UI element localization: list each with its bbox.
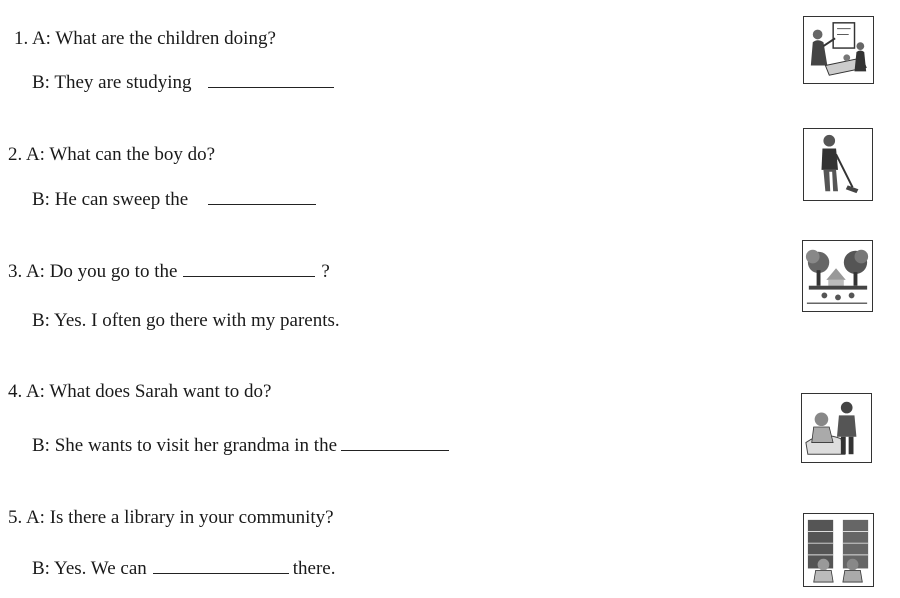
question-5-b-text: B: Yes. We can: [32, 558, 147, 579]
question-5-b: [32, 558, 336, 580]
library-icon: [803, 513, 874, 587]
boy-sweeping-icon: [803, 128, 873, 201]
question-2-b-text: B: He can sweep the: [32, 189, 189, 210]
answer-blank-2[interactable]: [208, 190, 316, 205]
answer-blank-3[interactable]: [183, 262, 315, 277]
question-4-b-text: B: She wants to visit her grandma in the: [32, 435, 338, 456]
question-3-a-text: 3. A: Do you go to the: [8, 261, 178, 282]
answer-blank-4[interactable]: [341, 436, 449, 451]
question-4-a: 4. A: What does Sarah want to do?: [8, 381, 272, 402]
hospital-visit-icon: [801, 393, 872, 463]
question-5-b-end: there.: [292, 558, 336, 579]
question-mark: ?: [321, 261, 330, 282]
question-3-a: [8, 261, 330, 283]
question-1-b: [32, 72, 338, 94]
question-2-b: [32, 189, 320, 211]
classroom-icon: [803, 16, 874, 84]
question-3-b: B: Yes. I often go there with my parents.: [32, 310, 340, 331]
question-4-b: [32, 435, 453, 457]
question-1-a: 1. A: What are the children doing?: [14, 28, 276, 49]
question-1-b-text: B: They are studying: [32, 72, 192, 93]
answer-blank-5[interactable]: [153, 559, 289, 574]
park-icon: [802, 240, 873, 312]
question-5-a: 5. A: Is there a library in your community?: [8, 507, 334, 528]
answer-blank-1[interactable]: [208, 73, 334, 88]
question-2-a: 2. A: What can the boy do?: [8, 144, 216, 165]
